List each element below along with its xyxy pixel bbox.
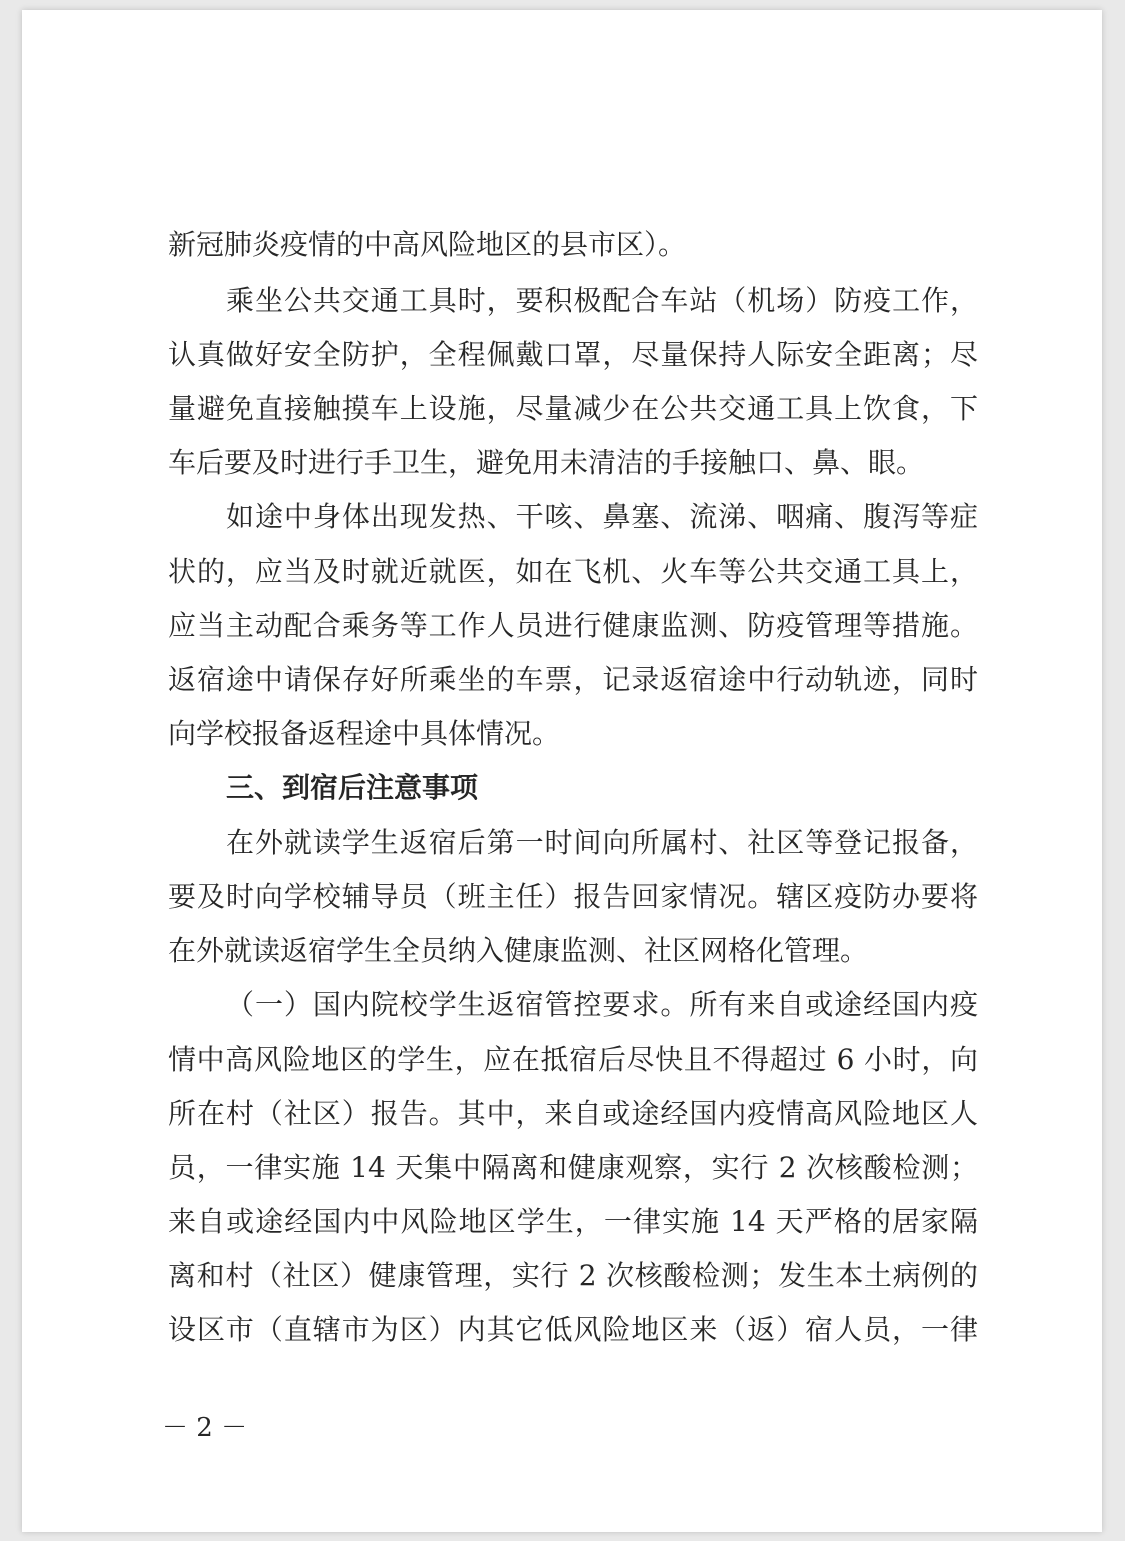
text-line: 员，一律实施 14 天集中隔离和健康观察，实行 2 次核酸检测； [168,1151,978,1184]
text-line: 来自或途经国内中风险地区学生，一律实施 14 天严格的居家隔 [168,1205,978,1238]
text-line: 所在村（社区）报告。其中，来自或途经国内疫情高风险地区人 [168,1097,978,1130]
text-line: 状的，应当及时就近就医，如在飞机、火车等公共交通工具上， [168,555,978,588]
paragraph-first-line: 在外就读学生返宿后第一时间向所属村、社区等登记报备， [226,826,978,859]
text-line: 量避免直接触摸车上设施，尽量减少在公共交通工具上饮食，下 [168,392,978,425]
text-line: 新冠肺炎疫情的中高风险地区的县市区）。 [168,228,687,261]
page-number: － 2 － [162,1413,248,1443]
paragraph-first-line: 如途中身体出现发热、干咳、鼻塞、流涕、咽痛、腹泻等症 [226,500,978,533]
text-line: 情中高风险地区的学生，应在抵宿后尽快且不得超过 6 小时，向 [168,1043,978,1076]
text-line: 在外就读返宿学生全员纳入健康监测、社区网格化管理。 [168,934,869,967]
text-line: 向学校报备返程途中具体情况。 [168,717,561,750]
paragraph-first-line: （一）国内院校学生返宿管控要求。所有来自或途经国内疫 [226,988,978,1021]
document-page [22,10,1102,1532]
text-line: 车后要及时进行手卫生，避免用未清洁的手接触口、鼻、眼。 [168,446,925,479]
section-heading: 三、到宿后注意事项 [226,771,479,804]
text-line: 应当主动配合乘务等工作人员进行健康监测、防疫管理等措施。 [168,609,978,642]
text-line: 认真做好安全防护，全程佩戴口罩，尽量保持人际安全距离；尽 [168,338,978,371]
text-line: 要及时向学校辅导员（班主任）报告回家情况。辖区疫防办要将 [168,880,978,913]
text-line: 返宿途中请保存好所乘坐的车票，记录返宿途中行动轨迹，同时 [168,663,978,696]
text-line: 离和村（社区）健康管理，实行 2 次核酸检测；发生本土病例的 [168,1259,978,1292]
text-line: 设区市（直辖市为区）内其它低风险地区来（返）宿人员，一律 [168,1313,978,1346]
paragraph-first-line: 乘坐公共交通工具时，要积极配合车站（机场）防疫工作， [226,284,978,317]
